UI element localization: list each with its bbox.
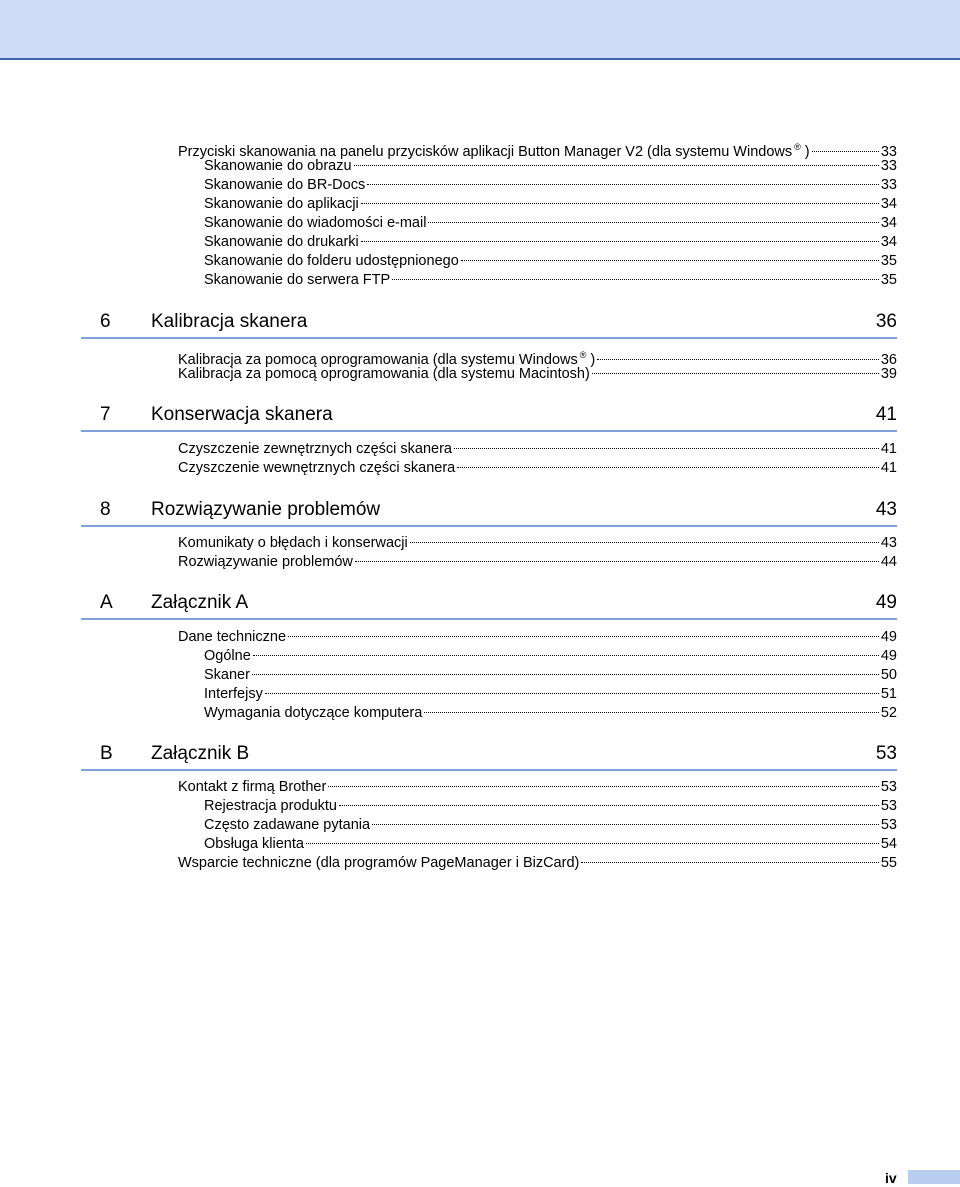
chapter-page: 49 (875, 592, 897, 613)
chapter-heading[interactable] (81, 741, 897, 771)
dot-leader (454, 448, 879, 449)
toc-entry-title: Skanowanie do obrazu (204, 158, 352, 174)
dot-leader (812, 151, 879, 152)
dot-leader (461, 260, 879, 261)
chapter-heading[interactable] (81, 402, 897, 432)
toc-entry-title: Ogólne (204, 648, 251, 664)
toc-entry-title: Przyciski skanowania na panelu przycisków aplikacji Button Manager V2 (dla systemu Windows ® ) (178, 142, 810, 160)
chapter-number: 8 (100, 499, 111, 520)
toc-entry-title: Kontakt z firmą Brother (178, 779, 327, 795)
toc-entry-title: Skanowanie do aplikacji (204, 196, 359, 212)
toc-entry[interactable] (178, 777, 897, 797)
dot-leader (372, 824, 879, 825)
dot-leader (367, 184, 879, 185)
toc-entry-title: Interfejsy (204, 686, 263, 702)
page-number: iv (885, 1170, 897, 1186)
chapter-number: B (100, 743, 113, 764)
toc-entry[interactable] (178, 533, 897, 553)
dot-leader (424, 712, 879, 713)
toc-entry-page: 34 (880, 234, 897, 250)
toc-entry-page: 43 (880, 535, 897, 551)
chapter-page: 36 (875, 311, 897, 332)
dot-leader (339, 805, 879, 806)
toc-entry-title: Rejestracja produktu (204, 798, 337, 814)
toc-entry[interactable] (204, 703, 897, 723)
toc-entry-title: Rozwiązywanie problemów (178, 554, 353, 570)
toc-entry[interactable] (204, 270, 897, 290)
dot-leader (306, 843, 879, 844)
toc-entry-page: 41 (880, 460, 897, 476)
toc-entry[interactable] (178, 552, 897, 572)
toc-entry-page: 49 (880, 648, 897, 664)
chapter-number: 6 (100, 311, 111, 332)
toc-entry[interactable] (204, 684, 897, 704)
toc-entry[interactable] (204, 834, 897, 854)
toc-entry[interactable] (204, 194, 897, 214)
dot-leader (592, 373, 879, 374)
toc-entry-page: 51 (880, 686, 897, 702)
chapter-title: Kalibracja skanera (151, 311, 308, 332)
toc-entry[interactable] (204, 815, 897, 835)
toc-entry[interactable] (204, 156, 897, 176)
dot-leader (253, 655, 879, 656)
toc-entry-title: Dane techniczne (178, 629, 287, 645)
toc-entry-title: Kalibracja za pomocą oprogramowania (dla systemu Macintosh) (178, 366, 590, 382)
toc-entry[interactable] (204, 213, 897, 233)
chapter-heading[interactable] (81, 309, 897, 339)
toc-entry-page: 36 (880, 352, 897, 368)
toc-entry[interactable] (204, 251, 897, 271)
dot-leader (354, 165, 879, 166)
toc-entry-page: 53 (880, 779, 897, 795)
toc-entry[interactable] (178, 458, 897, 478)
toc-entry-page: 35 (880, 272, 897, 288)
toc-entry-title: Czyszczenie zewnętrznych części skanera (178, 441, 452, 457)
toc-entry[interactable] (178, 137, 897, 160)
toc-entry[interactable] (204, 232, 897, 252)
chapter-title: Rozwiązywanie problemów (151, 499, 381, 520)
dot-leader (361, 241, 879, 242)
dot-leader (355, 561, 879, 562)
toc-entry-page: 53 (880, 798, 897, 814)
toc-entry-page: 54 (880, 836, 897, 852)
toc-entry-page: 41 (880, 441, 897, 457)
dot-leader (361, 203, 879, 204)
dot-leader (457, 467, 879, 468)
dot-leader (265, 693, 879, 694)
toc-entry-page: 55 (880, 855, 897, 871)
toc-entry-page: 34 (880, 196, 897, 212)
toc-entry-title: Skanowanie do folderu udostępnionego (204, 253, 459, 269)
toc-entry[interactable] (178, 345, 897, 368)
toc-entry-page: 35 (880, 253, 897, 269)
footer-band (908, 1170, 960, 1184)
toc-entry-title: Skanowanie do wiadomości e-mail (204, 215, 427, 231)
dot-leader (597, 359, 879, 360)
toc-entry[interactable] (204, 175, 897, 195)
toc-entry[interactable] (204, 646, 897, 666)
toc-entry[interactable] (204, 796, 897, 816)
chapter-page: 41 (875, 404, 897, 425)
toc-entry[interactable] (178, 364, 897, 384)
toc-entry-page: 44 (880, 554, 897, 570)
toc-entry[interactable] (178, 853, 897, 873)
toc-entry-title: Obsługa klienta (204, 836, 304, 852)
toc-entry-title: Skanowanie do serwera FTP (204, 272, 391, 288)
toc-entry-title: Kalibracja za pomocą oprogramowania (dla systemu Windows ® ) (178, 350, 596, 368)
toc-entry-page: 33 (880, 144, 897, 160)
chapter-title: Załącznik A (151, 592, 249, 613)
dot-leader (392, 279, 879, 280)
toc-entry-title: Często zadawane pytania (204, 817, 371, 833)
chapter-title: Załącznik B (151, 743, 250, 764)
toc-entry-title: Komunikaty o błędach i konserwacji (178, 535, 408, 551)
dot-leader (581, 862, 879, 863)
dot-leader (410, 542, 879, 543)
dot-leader (428, 222, 878, 223)
toc-entry-page: 33 (880, 177, 897, 193)
chapter-number: 7 (100, 404, 111, 425)
dot-leader (328, 786, 879, 787)
toc-entry-page: 34 (880, 215, 897, 231)
dot-leader (288, 636, 879, 637)
toc-entry-title: Wymagania dotyczące komputera (204, 705, 423, 721)
toc-entry-page: 53 (880, 817, 897, 833)
toc-entry-title: Skanowanie do drukarki (204, 234, 359, 250)
toc-entry-page: 39 (880, 366, 897, 382)
toc-entry-page: 50 (880, 667, 897, 683)
toc-entry-page: 49 (880, 629, 897, 645)
toc-entry-page: 52 (880, 705, 897, 721)
chapter-title: Konserwacja skanera (151, 404, 333, 425)
toc-entry-title: Skaner (204, 667, 250, 683)
chapter-number: A (100, 592, 113, 613)
toc-entry[interactable] (178, 439, 897, 459)
chapter-heading[interactable] (81, 497, 897, 527)
toc-entry[interactable] (178, 627, 897, 647)
toc-entry[interactable] (204, 665, 897, 685)
toc-entry-page: 33 (880, 158, 897, 174)
toc-entry-title: Skanowanie do BR-Docs (204, 177, 366, 193)
chapter-heading[interactable] (81, 590, 897, 620)
toc-entry-title: Czyszczenie wewnętrznych części skanera (178, 460, 456, 476)
chapter-page: 53 (875, 743, 897, 764)
chapter-page: 43 (875, 499, 897, 520)
dot-leader (252, 674, 879, 675)
toc-entry-title: Wsparcie techniczne (dla programów PageManager i BizCard) (178, 855, 580, 871)
